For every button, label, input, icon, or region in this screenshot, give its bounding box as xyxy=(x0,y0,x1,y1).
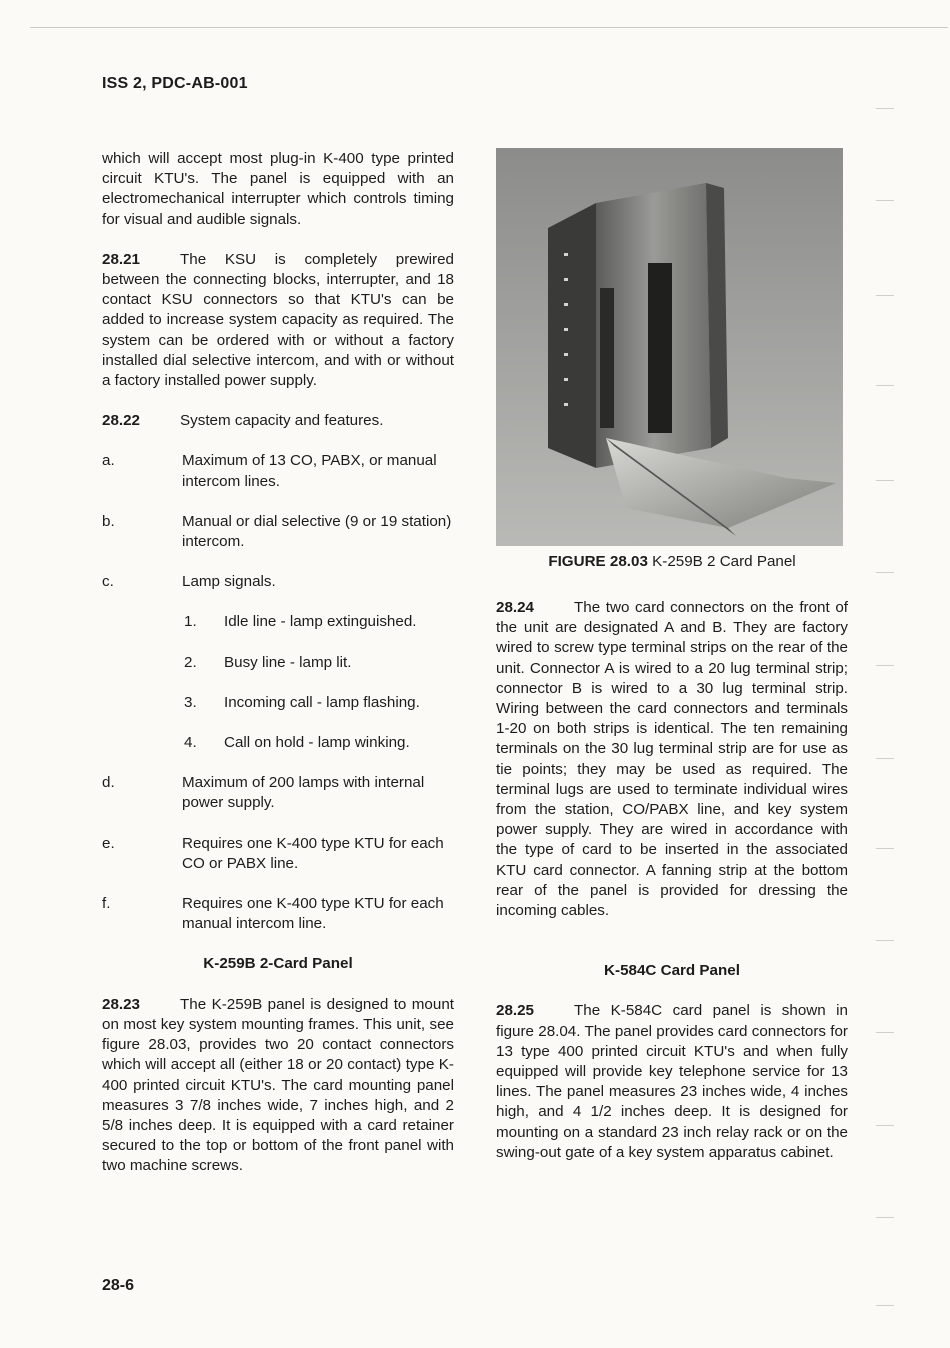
top-rule xyxy=(30,27,948,28)
figure-label: FIGURE 28.03 xyxy=(548,553,648,570)
list-text: Requires one K-400 type KTU for each manual intercom line. xyxy=(182,895,444,933)
list-text: Idle line - lamp extinguished. xyxy=(224,613,417,631)
paragraph-text: The K-259B panel is designed to mount on most key system mounting frames. This unit, see figure 28.03, provides two 20 contact connectors which will accept all (either 18 or 20 contact) type K-400 printed circuit KTU's. The card mounting panel measures 3 7/8 inches wide, 7 inches high, and 2 5/8 inches deep. It is equipped with a card retainer secured to the top or bottom of the front panel with two machine screws. xyxy=(102,995,454,1175)
list-label: f. xyxy=(102,895,111,913)
page-number: 28-6 xyxy=(102,1277,135,1294)
list-label: 1. xyxy=(184,613,197,631)
paragraph-number: 28.24 xyxy=(496,599,535,616)
sub-list-item xyxy=(102,653,454,673)
list-item xyxy=(102,894,454,934)
list-label: c. xyxy=(102,573,114,591)
paragraph-28-22 xyxy=(102,411,454,431)
list-item xyxy=(102,451,454,491)
figure-photo xyxy=(496,148,843,546)
list-text: Lamp signals. xyxy=(182,573,276,591)
list-label: 4. xyxy=(184,734,197,752)
section-heading: K-259B 2-Card Panel xyxy=(203,955,353,973)
paragraph-number: 28.21 xyxy=(102,250,141,268)
intro-paragraph: which will accept most plug-in K-400 type printed circuit KTU's. The panel is equipped with an electromechanical interrupter which controls timing for visual and audible signals. xyxy=(102,150,454,228)
paragraph-number: 28.22 xyxy=(102,412,141,430)
section-heading: K-584C Card Panel xyxy=(604,962,740,980)
paragraph-text: The K-584C card panel is shown in figure 28.04. The panel provides card connectors for 13 type 400 printed circuit KTU's and when fully equipped will provide key telephone service for 13 lines. The panel measures 23 inches wide, 4 inches high, and 4 1/2 inches deep. It is designed for mounting on a standard 23 inch relay rack or on the swing-out gate of a key system apparatus cabinet. xyxy=(496,1002,848,1161)
list-text: Incoming call - lamp flashing. xyxy=(224,693,420,711)
paragraph-28-23 xyxy=(102,995,454,1177)
list-item xyxy=(102,512,454,552)
list-label: a. xyxy=(102,452,115,470)
paragraph-number: 28.25 xyxy=(496,1002,535,1020)
sub-list-item xyxy=(102,733,454,753)
list-label: b. xyxy=(102,512,115,530)
sub-list-item xyxy=(102,693,454,713)
sub-list-item xyxy=(102,612,454,632)
document-id: ISS 2, PDC-AB-001 xyxy=(102,75,248,92)
list-text: Maximum of 200 lamps with internal power supply. xyxy=(182,774,425,812)
list-label: 3. xyxy=(184,693,197,711)
paragraph-28-25 xyxy=(496,1001,848,1163)
right-column xyxy=(496,598,848,1163)
paragraph-number: 28.23 xyxy=(102,995,141,1013)
list-item xyxy=(102,572,454,592)
list-text: Requires one K-400 type KTU for each CO or PABX line. xyxy=(182,834,444,872)
paragraph-text: The two card connectors on the front of the unit are designated A and B. They are factory wired to screw type terminal strips on the rear of the unit. Connector A is wired to a 20 lug terminal strip; connector B is wired to a 30 lug terminal strip. Wiring between the card connectors and terminals 1-20 on both strips is identical. The ten remaining terminals on the 30 lug terminal strip are for use as tie points; they may be used as required. The terminal lugs are used to terminate individual wires from the station, CO/PABX line, and key system power supply. They are wired in accordance with the type of card to be inserted in the associated KTU card connector. A fanning strip at the bottom rear of the panel is provided for dressing the incoming cables. xyxy=(496,599,848,920)
paragraph-text: System capacity and features. xyxy=(180,412,384,430)
list-text: Maximum of 13 CO, PABX, or manual intercom lines. xyxy=(182,452,437,490)
list-label: d. xyxy=(102,774,115,792)
list-item xyxy=(102,773,454,813)
list-label: 2. xyxy=(184,653,197,671)
list-text: Busy line - lamp lit. xyxy=(224,653,352,671)
left-column xyxy=(102,149,454,1177)
list-item xyxy=(102,834,454,874)
list-text: Call on hold - lamp winking. xyxy=(224,734,410,752)
paragraph-28-24 xyxy=(496,598,848,921)
paragraph-28-21 xyxy=(102,250,454,391)
paragraph-text: The KSU is completely prewired between the connecting blocks, interrupter, and 18 contact KSU connectors so that KTU's can be added to increase system capacity as required. The system can be ordered with or without a factory installed dial selective intercom, and with or without a factory installed power supply. xyxy=(102,250,454,390)
list-label: e. xyxy=(102,834,115,852)
figure-title: K-259B 2 Card Panel xyxy=(652,553,796,570)
list-text: Manual or dial selective (9 or 19 station) intercom. xyxy=(182,512,452,551)
figure-caption xyxy=(496,553,848,570)
